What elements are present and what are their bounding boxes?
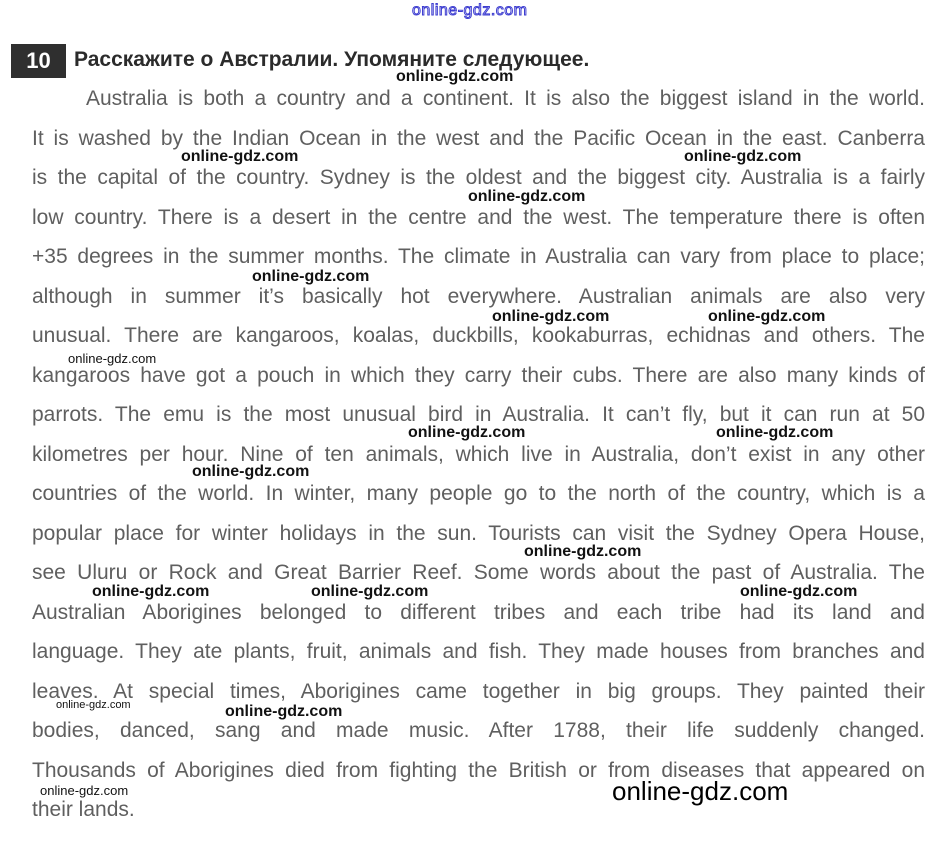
watermark: online-gdz.com [396,68,514,85]
watermark-large: online-gdz.com [612,776,789,806]
watermark: online-gdz.com [40,783,129,798]
paragraph-line: Australia is both a country and a continent. It is also the biggest island in the world. [86,87,925,110]
watermark: online-gdz.com [252,268,370,285]
paragraph-line: parrots. The emu is the most unusual bird in Australia. It can’t fly, but it can run at 50 [32,403,925,426]
paragraph-line: unusual. There are kangaroos, koalas, duckbills, kookaburras, echidnas and others. The [32,324,925,347]
watermark: online-gdz.com [740,583,858,600]
paragraph-line: Australian Aborigines belonged to different tribes and each tribe had its land and [32,600,925,624]
watermark: online-gdz.com [524,543,642,560]
paragraph-line: although in summer it’s basically hot everywhere. Australian animals are also very [32,284,925,308]
paragraph-line: leaves. At special times, Aborigines came together in big groups. They painted their [32,679,925,703]
watermark: online-gdz.com [311,583,429,600]
watermark: online-gdz.com [225,703,343,720]
paragraph-line: language. They ate plants, fruit, animals and fish. They made houses from branches and [32,640,925,663]
watermark: online-gdz.com [716,424,834,441]
paragraph-line: countries of the world. In winter, many people go to the north of the country, which is a [32,482,925,505]
watermark: online-gdz.com [408,424,526,441]
watermark: online-gdz.com [56,699,131,711]
exercise-title: Расскажите о Австралии. Упомяните следующее. [74,48,590,71]
watermark: online-gdz.com [708,308,826,325]
paragraph-line: is the capital of the country. Sydney is the oldest and the biggest city. Australia is a fairly [32,166,925,189]
paragraph-line: popular place for winter holidays in the sun. Tourists can visit the Sydney Opera House, [32,521,925,545]
watermark: online-gdz.com [68,351,157,366]
watermark: online-gdz.com [492,308,610,325]
paragraph-line: kilometres per hour. Nine of ten animals, which live in Australia, don’t exist in any other [32,442,925,466]
watermark: online-gdz.com [92,583,210,600]
paragraph-line: their lands. [32,798,135,821]
paragraph-line: low country. There is a desert in the centre and the west. The temperature there is often [32,205,925,229]
paragraph-line: bodies, danced, sang and made music. After 1788, their life suddenly changed. [32,719,925,742]
exercise-number-badge: 10 [11,44,66,78]
watermark: online-gdz.com [181,148,299,165]
paragraph-line: Thousands of Aborigines died from fighting the British or from diseases that appeared on [32,758,925,782]
paragraph-line: kangaroos have got a pouch in which they carry their cubs. There are also many kinds of [32,363,925,387]
watermark: online-gdz.com [192,463,310,480]
watermark: online-gdz.com [468,188,586,205]
paragraph-line: +35 degrees in the summer months. The climate in Australia can vary from place to place; [32,245,925,268]
paragraph-line: see Uluru or Rock and Great Barrier Reef. Some words about the past of Australia. The [32,561,925,584]
header-watermark: online-gdz.com [412,2,528,19]
paragraph-line: It is washed by the Indian Ocean in the west and the Pacific Ocean in the east. Canberra [32,126,925,150]
watermark: online-gdz.com [684,148,802,165]
